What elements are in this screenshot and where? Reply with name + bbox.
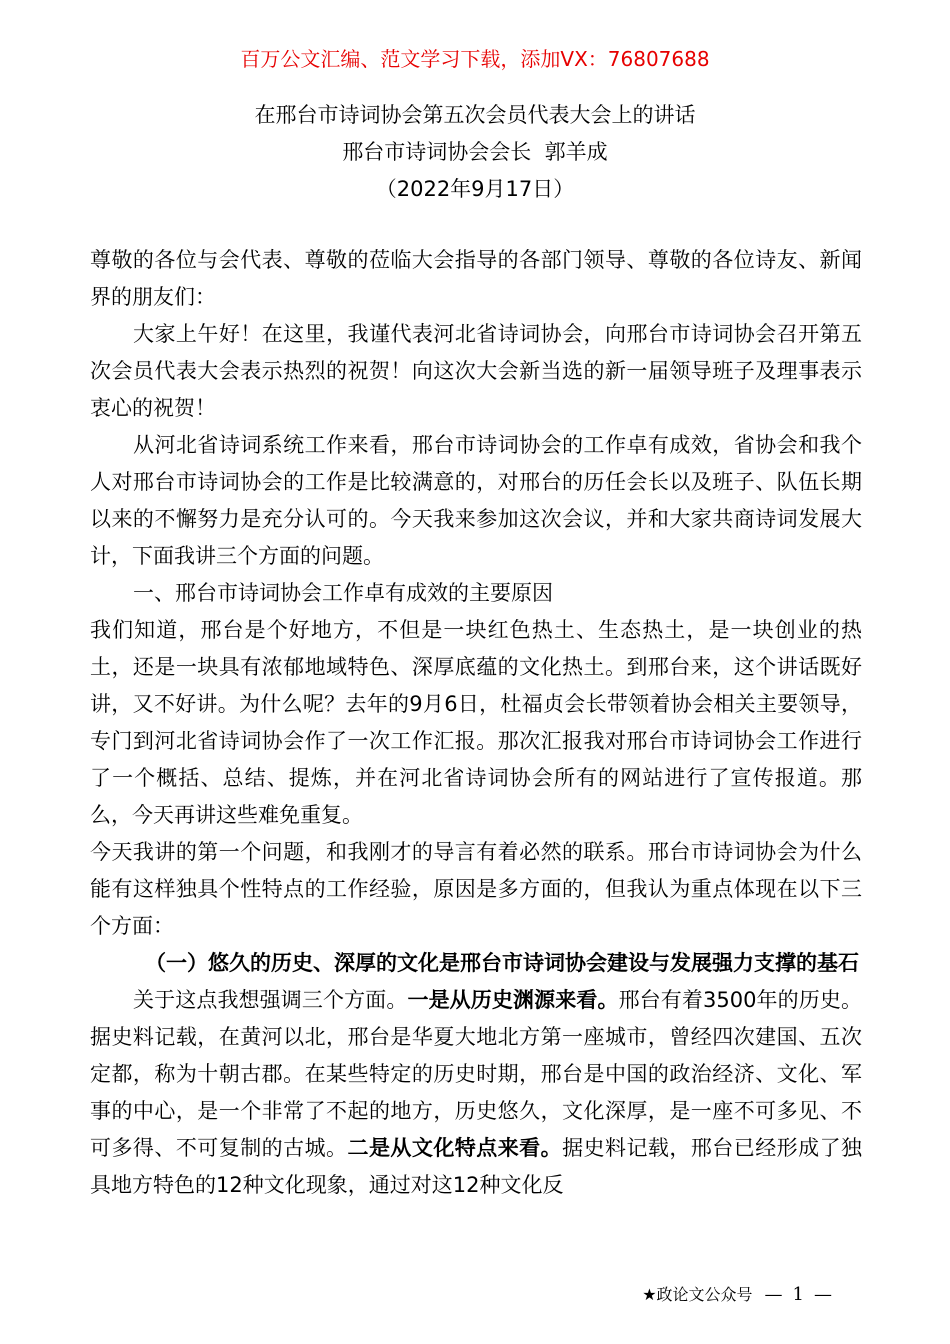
title-block	[0, 97, 950, 208]
salutation: 尊敬的各位与会代表、尊敬的莅临大会指导的各部门领导、尊敬的各位诗友、新闻界的朋友们：	[90, 248, 862, 309]
speaker-line: 邢台市诗词协会会长 郭羊成	[342, 140, 608, 164]
speech-title: 在邢台市诗词协会第五次会员代表大会上的讲话	[254, 103, 696, 127]
promo-banner: 百万公文汇编、范文学习下载，添加VX：76807688	[240, 47, 710, 71]
emphasis-text: 二是从文化特点来看。	[347, 1136, 563, 1160]
page-number: 1	[792, 1284, 804, 1305]
subsection-heading: （一）悠久的历史、深厚的文化是邢台市诗词协会建设与发展强力支撑的基石	[145, 951, 859, 975]
paragraph	[90, 982, 862, 1204]
document-body	[90, 242, 862, 1204]
footer-dash: —	[814, 1284, 832, 1305]
speech-date: （2022年9月17日）	[375, 177, 575, 201]
paragraph-text: 邢台有着3500年的历史。据史料记载，在黄河以北，邢台是华夏大地北方第一座城市，曾经四次建国、五次定都，称为十朝古郡。在某些特定的历史时期，邢台是中国的政治经济、文化、军事的中心，是一个非常了不起的地方，历史悠久，文化深厚，是一座不可多见、不可多得、不可复制的古城。	[90, 988, 863, 1160]
paragraph: 我们知道，邢台是个好地方，不但是一块红色热土、生态热土，是一块创业的热土，还是一块具有浓郁地域特色、深厚底蕴的文化热土。到邢台来，这个讲话既好讲，又不好讲。为什么呢？去年的9月6日，杜福贞会长带领着协会相关主要领导，专门到河北省诗词协会作了一次工作汇报。那次汇报我对邢台市诗词协会工作进行了一个概括、总结、提炼，并在河北省诗词协会所有的网站进行了宣传报道。那么，今天再讲这些难免重复。	[90, 618, 862, 827]
paragraph-text: 据史料记载，邢台已经形成了独具地方特色的12种文化现象，通过对这12种文化反	[90, 1136, 863, 1197]
section-heading: 一、邢台市诗词协会工作卓有成效的主要原因	[133, 581, 553, 605]
emphasis-text: 一是从历史渊源来看。	[407, 988, 619, 1012]
paragraph: 今天我讲的第一个问题，和我刚才的导言有着必然的联系。邢台市诗词协会为什么能有这样独具个性特点的工作经验，原因是多方面的，但我认为重点体现在以下三个方面：	[90, 840, 862, 938]
footer-dash: —	[764, 1284, 783, 1305]
footer-source: ★政论文公众号	[642, 1285, 753, 1304]
paragraph: 从河北省诗词系统工作来看，邢台市诗词协会的工作卓有成效，省协会和我个人对邢台市诗词协会的工作是比较满意的，对邢台的历任会长以及班子、队伍长期以来的不懈努力是充分认可的。今天我来参加这次会议，并和大家共商诗词发展大计，下面我讲三个方面的问题。	[90, 433, 862, 568]
page-footer	[642, 1280, 832, 1310]
paragraph: 大家上午好！在这里，我谨代表河北省诗词协会，向邢台市诗词协会召开第五次会员代表大会表示热烈的祝贺！向这次大会新当选的新一届领导班子及理事表示衷心的祝贺！	[90, 322, 862, 420]
paragraph-text: 关于这点我想强调三个方面。	[133, 988, 408, 1012]
